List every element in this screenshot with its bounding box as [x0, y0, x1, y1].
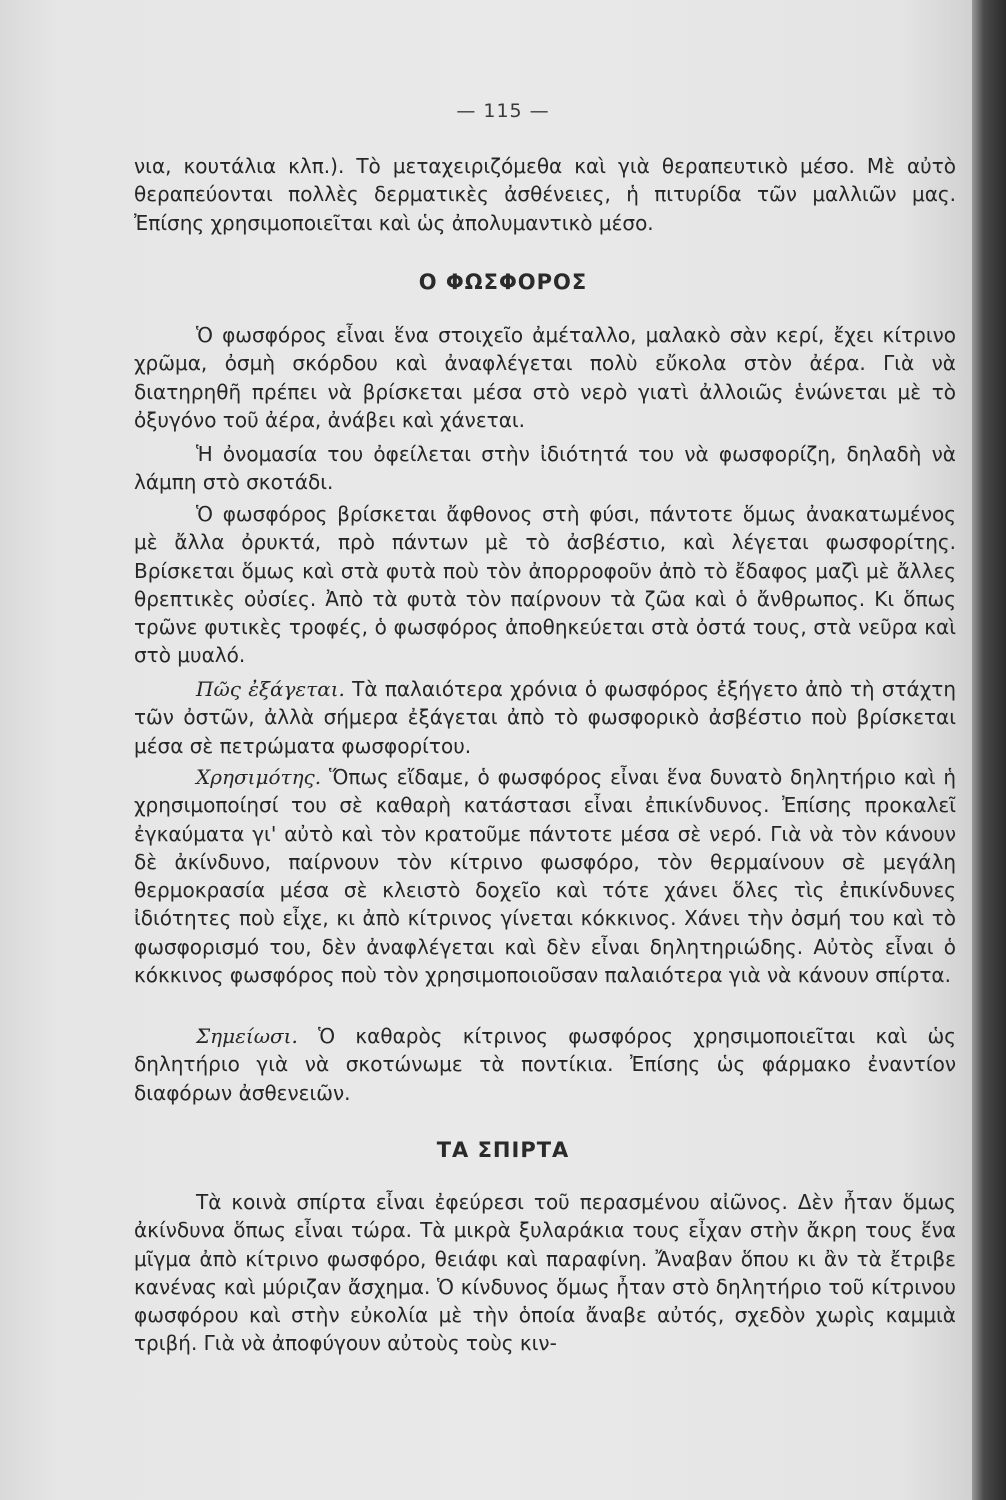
book-spine-shadow — [972, 0, 1006, 1500]
phosphorus-extraction-paragraph — [134, 675, 956, 760]
extraction-label: Πῶς ἐξάγεται. — [196, 677, 345, 701]
phosphorus-note-paragraph — [134, 1022, 956, 1107]
extraction-text: Τὰ παλαιότερα χρόνια ὁ φωσφόρος ἐξήγετο ἀπὸ τὴ στάχτη τῶν ὀστῶν, ἀλλὰ σήμερα ἐξάγεται ἀπὸ τὸ φωσφορικὸ ἀσβέστιο ποὺ βρίσκεται μέσα σὲ πετρώματα φωσφορίτου. — [134, 677, 956, 758]
intro-paragraph: νια, κουτάλια κλπ.). Τὸ μεταχειριζόμεθα καὶ γιὰ θεραπευτικὸ μέσο. Μὲ αὐτὸ θεραπεύονται πολλὲς δερματικὲς ἀσθένειες, ἡ πιτυρίδα τῶν μαλλιῶν μας. Ἐπίσης χρησιμοποιεῖται καὶ ὡς ἀπολυμαντικὸ μέσο. — [134, 154, 956, 235]
page-number: — 115 — — [456, 100, 550, 122]
phosphorus-usefulness-paragraph — [134, 763, 956, 989]
phosphorus-paragraph-2: Ἡ ὀνομασία του ὀφείλεται στὴν ἰδιότητά του νὰ φωσφορίζη, δηλαδὴ νὰ λάμπη στὸ σκοτάδι. — [134, 442, 956, 495]
note-label: Σημείωσι. — [196, 1024, 298, 1048]
phosphorus-paragraph-1: Ὁ φωσφόρος εἶναι ἕνα στοιχεῖο ἀμέταλλο, μαλακὸ σὰν κερί, ἔχει κίτρινο χρῶμα, ὀσμὴ σκόρδου καὶ ἀναφλέγεται πολὺ εὔκολα στὸν ἀέρα. Γιὰ νὰ διατηρηθῆ πρέπει νὰ βρίσκεται μέσα στὸ νερὸ γιατὶ ἀλλοιῶς ἑνώνεται μὲ τὸ ὀξυγόνο τοῦ ἀέρα, ἀνάβει καὶ χάνεται. — [134, 323, 956, 432]
section-heading-phosphorus: Ο ΦΩΣΦΟΡΟΣ — [418, 270, 588, 294]
usefulness-label: Χρησιμότης. — [196, 765, 322, 789]
usefulness-text: Ὅπως εἴδαμε, ὁ φωσφόρος εἶναι ἕνα δυνατὸ δηλητήριο καὶ ἡ χρησιμοποίησί του σὲ καθαρὴ κατάστασι εἶναι ἐπικίνδυνος. Ἐπίσης προκαλεῖ ἐγκαύματα γι' αὐτὸ καὶ τὸν κρατοῦμε πάντοτε μέσα σὲ νερό. Γιὰ νὰ τὸν κάνουν δὲ ἀκίνδυνο, παίρνουν τὸν κίτρινο φωσφόρο, τὸν θερμαίνουν σὲ μεγάλη θερμοκρασία μέσα σὲ κλειστὸ δοχεῖο καὶ τότε χάνει ὅλες τὶς ἐπικίνδυνες ἰδιότητες ποὺ εἶχε, κι ἀπὸ κίτρινος γίνεται κόκκινος. Χάνει τὴν ὀσμή του καὶ τὸ φωσφορισμό του, δὲν ἀναφλέγεται καὶ δὲν εἶναι δηλητηριώδης. Αὐτὸς εἶναι ὁ κόκκινος φωσφόρος ποὺ τὸν χρησιμοποιοῦσαν παλαιότερα γιὰ νὰ κάνουν σπίρτα. — [134, 765, 956, 988]
phosphorus-paragraph-3: Ὁ φωσφόρος βρίσκεται ἄφθονος στὴ φύσι, πάντοτε ὅμως ἀνακατωμένος μὲ ἄλλα ὀρυκτά, πρὸ πάντων μὲ τὸ ἀσβέστιο, καὶ λέγεται φωσφορίτης. Βρίσκεται ὅμως καὶ στὰ φυτὰ ποὺ τὸν ἀπορροφοῦν ἀπὸ τὸ ἔδαφος μαζὶ μὲ ἄλλες θρεπτικὲς οὐσίες. Ἀπὸ τὰ φυτὰ τὸν παίρνουν τὰ ζῶα καὶ ὁ ἄνθρωπος. Κι ὅπως τρῶνε φυτικὲς τροφές, ὁ φωσφόρος ἀποθηκεύεται στὰ ὀστά τους, στὰ νεῦρα καὶ στὸ μυαλό. — [134, 502, 956, 668]
matches-paragraph-1: Τὰ κοινὰ σπίρτα εἶναι ἐφεύρεσι τοῦ περασμένου αἰῶνος. Δὲν ἦταν ὅμως ἀκίνδυνα ὅπως εἶναι τώρα. Τὰ μικρὰ ξυλαράκια τους εἶχαν στὴν ἄκρη τους ἕνα μῖγμα ἀπὸ κίτρινο φωσφόρο, θειάφι καὶ παραφίνη. Ἄναβαν ὅπου κι ἂν τὰ ἔτριβε κανένας καὶ μύριζαν ἄσχημα. Ὁ κίνδυνος ὅμως ἦταν στὸ δηλητήριο τοῦ κίτρινου φωσφόρου καὶ στὴν εὐκολία μὲ τὴν ὁποία ἄναβε αὐτός, σχεδὸν χωρὶς καμμιὰ τριβή. Γιὰ νὰ ἀποφύγουν αὐτοὺς τοὺς κιν- — [134, 1190, 956, 1356]
note-text: Ὁ καθαρὸς κίτρινος φωσφόρος χρησιμοποιεῖται καὶ ὡς δηλητήριο γιὰ νὰ σκοτώνωμε τὰ ποντίκια. Ἐπίσης ὡς φάρμακο ἐναντίον διαφόρων ἀσθενειῶν. — [134, 1024, 956, 1105]
section-heading-matches: ΤΑ ΣΠΙΡΤΑ — [436, 1138, 570, 1162]
